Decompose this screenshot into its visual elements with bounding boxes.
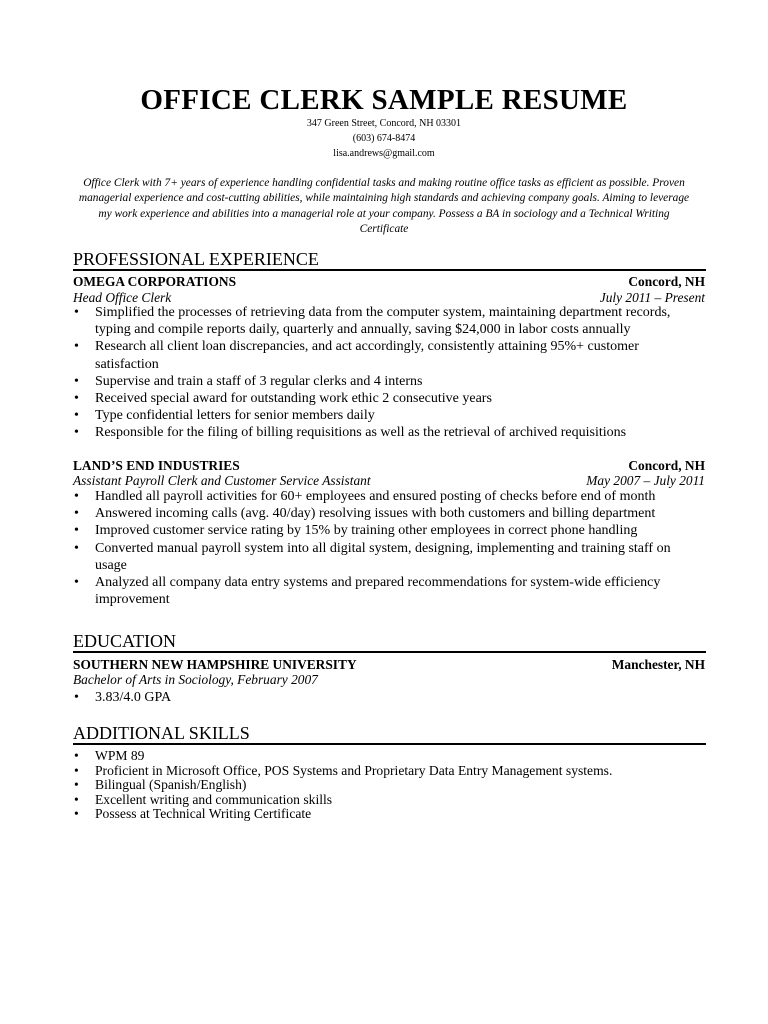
degree: Bachelor of Arts in Sociology, February 2007	[73, 672, 318, 687]
section-heading-skills: ADDITIONAL SKILLS	[73, 723, 706, 745]
resume-title: OFFICE CLERK SAMPLE RESUME	[140, 84, 628, 116]
list-item: • Answered incoming calls (avg. 40/day) resolving issues with both customers and billing department	[73, 505, 683, 522]
skills-list	[73, 749, 683, 822]
list-item: • Responsible for the filing of billing requisitions as well as the retrieval of archived requisitions	[73, 424, 683, 441]
list-item: • Simplified the processes of retrieving data from the computer system, maintaining department records, typing and compile reports daily, quarterly and annually, saving $24,000 in labor costs annually	[73, 304, 683, 338]
contact-phone: (603) 674-8474	[352, 133, 416, 144]
job-company: OMEGA CORPORATIONS	[73, 274, 237, 289]
list-item: • 3.83/4.0 GPA	[73, 689, 683, 706]
list-item: • Proficient in Microsoft Office, POS Systems and Proprietary Data Entry Management systems.	[73, 764, 683, 779]
list-item: • Type confidential letters for senior members daily	[73, 407, 683, 424]
job-dates: July 2011 – Present	[599, 290, 705, 305]
list-item: • Improved customer service rating by 15% by training other employees in correct phone handling	[73, 522, 683, 539]
list-item: • Supervise and train a staff of 3 regular clerks and 4 interns	[73, 373, 683, 390]
school-name: SOUTHERN NEW HAMPSHIRE UNIVERSITY	[73, 657, 357, 672]
job-role-row	[73, 472, 705, 489]
job-bullet-list	[73, 488, 683, 608]
contact-address: 347 Green Street, Concord, NH 03301	[306, 118, 462, 129]
list-item: • Analyzed all company data entry systems and prepared recommendations for system-wide efficiency improvement	[73, 574, 683, 608]
school-location: Manchester, NH	[611, 657, 705, 672]
degree-row	[73, 671, 705, 688]
job-location: Concord, NH	[628, 274, 705, 289]
section-heading-experience: PROFESSIONAL EXPERIENCE	[73, 249, 706, 271]
summary-paragraph: Office Clerk with 7+ years of experience handling confidential tasks and making routine office tasks as efficient as possible. Proven managerial experience and cost-cutting abilities, while maintaining high standards and achieving company goals. Aiming to leverage my work experience and abilities into a managerial role at your company. Possess a BA in sociology and a Technical Writing Certificate	[78, 177, 690, 236]
list-item: • Possess at Technical Writing Certificate	[73, 807, 683, 822]
list-item: • Research all client loan discrepancies, and act accordingly, consistently attaining 95%+ customer satisfaction	[73, 338, 683, 372]
list-item: • Handled all payroll activities for 60+ employees and ensured posting of checks before end of month	[73, 488, 683, 505]
education-bullet-list	[73, 689, 683, 706]
job-location: Concord, NH	[628, 458, 705, 473]
list-item: • Excellent writing and communication skills	[73, 793, 683, 808]
job-role: Assistant Payroll Clerk and Customer Service Assistant	[73, 473, 371, 488]
job-dates: May 2007 – July 2011	[586, 473, 705, 488]
job-role: Head Office Clerk	[73, 290, 172, 305]
list-item: • Converted manual payroll system into all digital system, designing, implementing and training staff on usage	[73, 540, 683, 574]
contact-email: lisa.andrews@gmail.com	[333, 148, 435, 159]
list-item: • Received special award for outstanding work ethic 2 consecutive years	[73, 390, 683, 407]
job-company: LAND’S END INDUSTRIES	[73, 458, 240, 473]
list-item: • Bilingual (Spanish/English)	[73, 778, 683, 793]
job-company-row	[73, 273, 705, 290]
section-heading-education: EDUCATION	[73, 631, 706, 653]
list-item: • WPM 89	[73, 749, 683, 764]
job-bullet-list	[73, 304, 683, 442]
